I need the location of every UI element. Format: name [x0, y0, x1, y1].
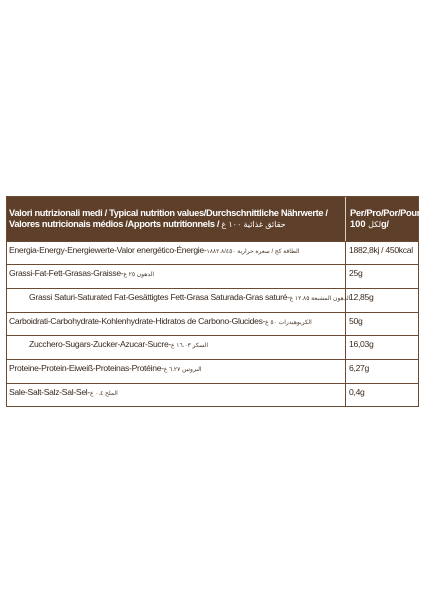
table-row-fat	[7, 264, 418, 282]
row-label: Proteine-Protein-Eiweiß-Proteinas-Protéine-	[9, 363, 164, 373]
header-title-line2: Valores nutricionais médios /Apports nutritionnels /	[9, 219, 220, 229]
row-label-arabic: البروتين ٦.٢٧ غ	[163, 367, 202, 373]
row-label: Energia-Energy-Energiewerte-Valor energético-Énergie-	[9, 245, 207, 255]
header-per-arabic: لكل	[368, 220, 382, 229]
header-divider	[345, 197, 346, 241]
row-value: 25g	[349, 268, 363, 278]
table-row-sugars	[7, 335, 418, 353]
row-value: 0,4g	[349, 387, 365, 397]
row-label-arabic: السكر ١٦.٠٣ غ	[171, 343, 208, 349]
row-label-arabic: الملح ٠.٤ غ	[89, 391, 118, 397]
row-label-arabic: الطاقة كج / سعرة حرارية ١٨٨٢.٨/٤٥٠	[206, 249, 300, 255]
row-value: 12,85g	[349, 292, 374, 302]
header-per-amount: 100g/	[350, 219, 389, 229]
table-row-carbohydrate	[7, 312, 418, 330]
row-value: 6,27g	[349, 363, 370, 373]
row-label: Zucchero-Sugars-Zucker-Azucar-Sucre-	[29, 339, 172, 349]
header-title	[9, 208, 345, 230]
table-row-saturated-fat	[7, 288, 418, 306]
table-header	[7, 197, 423, 241]
table-row-protein	[7, 359, 418, 377]
row-label-arabic: الدهون المشبعة ١٢.٨٥ غ	[289, 296, 351, 302]
header-per-label: Per/Pro/Por/Pour/	[350, 208, 423, 218]
row-label-arabic: الكربوهيدرات ٥٠ غ	[265, 320, 312, 326]
header-title-arabic: حقائق غذائية ١٠٠ غ	[221, 220, 286, 229]
table-row-salt	[7, 383, 418, 401]
header-per	[350, 208, 423, 230]
row-label-arabic: الدهون ٢٥ غ	[123, 272, 155, 278]
table-row-energy	[7, 241, 418, 259]
row-label: Grassi-Fat-Fett-Grasas-Graisse-	[9, 268, 124, 278]
row-value: 50g	[349, 316, 363, 326]
row-value: 1882,8kj / 450kcal	[349, 245, 413, 255]
row-label: Carboidrati-Carbohydrate-Kohlenhydrate-Hidratos de Carbono-Glucides-	[9, 316, 266, 326]
header-title-line1: Valori nutrizionali medi / Typical nutrition values/Durchschnittliche Nährwerte /	[9, 208, 328, 218]
row-label: Grassi Saturi-Saturated Fat-Gesättigtes Fett-Grasa Saturada-Gras saturé-	[29, 292, 290, 302]
nutrition-table	[6, 196, 423, 407]
row-label: Sale-Salt-Salz-Sal-Sel-	[9, 387, 90, 397]
row-value: 16,03g	[349, 339, 374, 349]
